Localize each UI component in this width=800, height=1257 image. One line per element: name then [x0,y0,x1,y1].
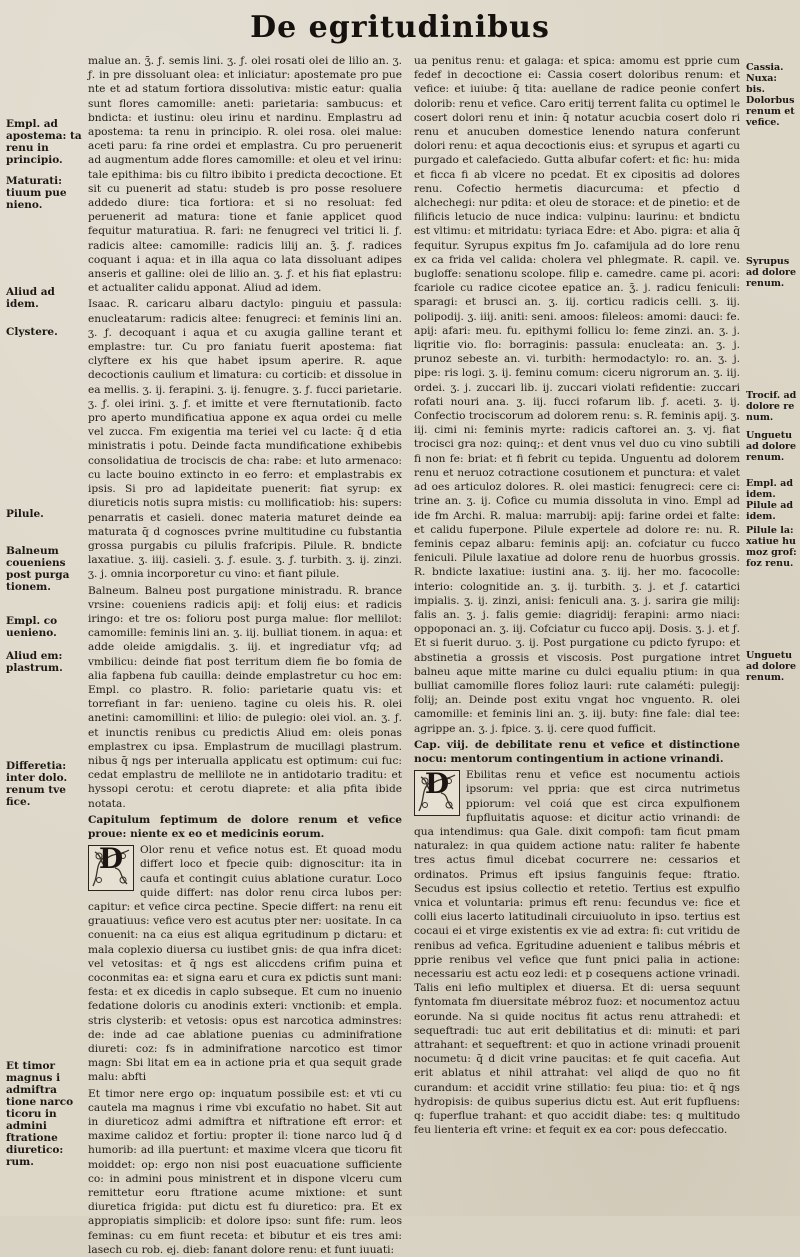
margin-note: Trocif. ad dolore re num. [746,390,797,423]
chapter-heading [414,738,740,766]
initial-letter: D [98,842,124,876]
margin-note: Unguetu ad dolore renum. [746,430,797,463]
margin-note: Pilule. [6,508,44,520]
paragraph-text: Et timor nere ergo op: inquatum possibile est: et vti cu cautela ma magnus i rime vbi excufatio no habet. Sit aut in diureticoz admi admiftra et niftratione eft error: et maxime calidoz et fortiu: propter il: tione narco lud q̄ d humorib: ad illa puertunt: et maxime vlcera que ticoru fit moiddet: op: ergo non nisi post euacuatione sufficiente co: in admini pous ministrent et in dispone vlceru cum remittetur eoru ftratione acume mixtione: et sunt diuretica frigida: put dictu est fu diuretico: pra. Et ex appropiatis simplicib: et dolore ipso: sunt fife: rum. leos feminas: cu em fiunt receta: et bibutur et eis tres ami: lasech cu rob. ej. dieb: fanant dolore renu: et funt iuuati: [88,1087,402,1256]
paragraph-text: ua penitus renu: et galaga: et spica: amomu est pprie cum fedef in decoctione ei: Cassia cosert doloribus renum: et vefice: et iuiube: q̄ tita: auellane de radice peonie confert dolorib: renu et vefice. Caro eritij terrent falita cu optimel le cosert dolori renu et inin: q̄ notatur acucbia cosert dolo ri renu et anucuben domestice lenendo natura conferunt dolori renu: et aqua decoctionis eius: et syrupus et agarti cu purgado et calefaciedo. Gutta albufar cofert: et fic: hu: mida et ficca fi ab vlcere no pcedat. Et ex cipositis ad dolores renu. Cofectio hermetis diacurcuma: et pfectio d alchechegi: nur pdita: et oleu de storace: et de pinetio: et de filificis letucio de nuce indica: vulpinu: laurinu: et bndictu est vltimu: et mitridatu: tyriaca Edre: et Abo. pigra: et alia q̄ fequitur. Syrupus expitus fm Jo. cafamijula ad do lore renu ex ca frida vel calida: cholera vel phlegmate. R. capil. ve. bugloffe: senationu scolope. filip e. camedre. came pi. acori: fcariole cu radice cicotee epatice an. ʒ̄. j. radicu feniculi: sparagi: et brusci an. ʒ. iij. corticu radicis celli. ʒ. iij. polipodij. ʒ. iiij. aniti: seni. amoos: fileleos: amomi: dauci: fe. apij: afari: meu. fu. epithymi follicu lo: feme zinzi. an. ʒ. j. liqritie vio. flo: borraginis: passula: enucleata: an. ʒ. j. prunoz sebeste an. vi. turbith: hermodactylo: ro. an. ʒ. j. pipe: ris logi. ʒ. ij. feminu comum: ciceru nigrorum an. ʒ. iij. ordei. ʒ. j. zuccari lib. ij. zuccari violati refidentie: zuccari rofati nouri ana. ʒ. iij. fucci rofarum lib. ƒ. aceti. ʒ. ij. Confectio trociscorum ad dolorem renu: s. R. feminis apij. ʒ. iij. cimi ni: feminis myrte: radicis caftorei an. ʒ. vj. fiat trocisci gra noz: quinq;: et dent vnus vel duo cu vino subtili fi non fe: briat: et fi febrit cu tepida. Unguentu ad dolorem renu et neruoz cotractione cosutionem et punctura: et valet ad oes articuloz dolores. R. olei mastici: fenugreci: cere ci: trine an. ʒ. ij. Cofice cu mumia dissoluta in vino. Empl ad ide fm Archi. R. malua: marrubij: apij: farine ordei et falte: et calidu fuperpone. Pilule expertele ad dolore re: nu. R. feminis cepaz albaru: feminis apij: an. cofciatur cu fucco feniculi. Pilule laxatiue ad dolore renu de huorbus grossis. R. bndicte laxatiue: iustini ana. ʒ. iij. her mo. facocolle: interio: colognitide an. ʒ. ij. turbith. ʒ. j. et ƒ. catartici impialis. ʒ. ij. zinzi, anisi: feniculi ana. ʒ. j. sarira gie milij: falis an. ʒ. j. falis gemie: diagridij: ferapini: armo niaci: oppoponaci an. ʒ. iij. Cofciatur cu fucco apij. Dosis. ʒ. j. et ƒ. Et si fuerit duruo. ʒ. ij. Post purgatione cu pdicto fyrupo: et abstinetia a grossis et viscosis. Post purgatione intret balneu aque mitte marine cu dulci equaliu ptium: in qua bulliat camomille flores folioz lauri: rute calaméti: pulegij: folij; an. Deinde post exitu vngat hoc vnguento. R. olei camomille: et feminis lini an. ʒ. iij. buty: fine fale: dial tee: agrippe an. ʒ. j. fpice. ʒ. ij. cere quod fufficit. [414,55,741,735]
paragraph-text: Isaac. R. caricaru albaru dactylo: pinguiu et passula: enucleatarum: radicis altee: fenugreci: et feminis lini an. ʒ. ƒ. decoquant i aqua et cu axugia galline terant et emplastre: tur. Cu pro faniatu fuerit apostema: fiat clyftere ex his que habet ipsum aperire. R. aque decoctionis caulium et limatura: cu corticib: et dissolue in ea mellis. ʒ. ij. ferapini. ʒ. ij. fenugre. ʒ. ƒ. fucci parietarie. ʒ. ƒ. olei irini. ʒ. ƒ. et imitte et vere fternutationib. facto pro aperto mundificatiua appone ex aqua ordei cu melle vel zucca. Fm exigentia ma teriei vel cu lacte: q̄ d etia ministratis i potu. Deinde facta mundificatione exhibebis consolidatiua de trociscis de cha: rabe: et luto armenaco: cu lacte bouino extincto in eo ferro: et emplastrabis ex ipsis. Si pro ad lapideitate puenerit: fiat syrup: ex diureticis notis supra mistis: cu mollificatiob: his: supers: penarratis et casieli. donec materia maturet deinde ea maturata q̄ d cognosces pvrine multitudine cu fubstantia grossa purgabis cu pilulis frafcripis. Pilule. R. bndicte laxatiue. ʒ. iiij. casieli. ʒ. ƒ. esule. ʒ. ƒ. turbith. ʒ. ij. zinzi. ʒ. j. omnia incorporetur cu vino: et fiant pilule. [88,298,402,581]
margin-note: Empl. ad apostema: ta renu in principio. [6,118,82,166]
margin-note: Unguetu ad dolore renum. [746,650,797,683]
margin-note: Clystere. [6,326,58,338]
paragraph [414,768,740,1137]
margin-note: Balneum coueniens post purga tionem. [6,545,70,593]
right-column [414,54,740,1204]
paragraph-text: malue an. ʒ̄. ƒ. semis lini. ʒ. ƒ. olei rosati olei de lilio an. ʒ. ƒ. in pre dissoluant olea: et inliciatur: apostemate pro pue nte et ad statum fortiora dissolutiva: mistic eatur: qualia sunt flores camomille: aneti: parietaria: sambucus: et bndicta: et iustinu: oleu irinu et nardinu. Emplastru ad apostema: ta renu in principio. R. olei rosa. olei malue: aceti paru: fa rine ordei et emplastra. Cu pro peruenerit ad augmentum adde flores camomille: et oleu et vel irinu: tale epithima: bis cu filtro ibibito i predicta decoctione. Et sit cu puenerit ad statu: studeb is pro posse resoluere addedo diure: tica fortiora: et si no resoluat: fed peruenerit ad matura: tione et fanie applicet quod fequitur maturatiua. R. fari: ne fenugreci vel tritici li. ƒ. radicis altee: camomille: radicis lilij an. ʒ̄. ƒ. radices coquant i aqua: et in illa aqua co lata dissoluant adipes anseris et galline: olei de lilio an. ʒ. ƒ. et his fiat eplastru: et actualiter calidu apponat. Aliud ad idem. [88,55,402,295]
margin-note: Empl. co uenieno. [6,615,58,639]
paragraph-text: Cap. viij. de debilitate renu et vefice et distinctione nocu: mentorum contingentium in actione vrinandi. [414,738,740,765]
paragraph-text: Balneum. Balneu post purgatione ministradu. R. brance vrsine: coueniens radicis apij: et folij eius: et radicis iringo: et tre os: folioru post purga malue: flor mellilot: camomille: feminis lini an. ʒ. iij. bulliat tionem. in aqua: et adde oleide amigdalis. ʒ. iij. et ingrediatur vfq; ad vmbilicu: deinde fiat post territum diem fie bo fomia de alia fapbena fub cauilla: deinde emplastretur cu hoc em: Empl. co plastro. R. folio: parietarie quatu vis: et torrefiant in far: uenieno. tagine cu oleis his. R. olei anetini: camomillini: et lilio: de pulegio: olei viol. an. ʒ. ƒ. et inunctis renibus cu predictis Aliud em: oleis ponas emplastrex cu ipsa. Emplastrum de mucillagi plastrum. nibus q̄ ngs per interualla applicatu est optimum: cui fuc: cedat emplastru de mellilote ne in antidotario traditu: et hyssopi cerotu: et cerotu diaprete: et alia pfita ibide notata. [88,584,402,810]
margin-note: Pilule la: xatiue hu moz grof: foz renu. [746,525,797,569]
margin-note: Empl. ad idem. [746,478,793,500]
decorated-initial [414,767,460,816]
decorated-initial [88,842,134,891]
paragraph [88,1087,402,1257]
paragraph [88,843,402,1084]
paragraph [88,297,402,581]
left-column [88,54,402,1256]
paragraph-text: Ebilitas renu et vefice est nocumentu actiois ipsorum: vel ppria: que est circa nutrimetus ppiorum: vel coiá que est circa expulfionem fupfluitatis aquose: et dicitur actio vrinandi: de qua intendimus: qua Gale. dixit compofi: tam ficut pmam naturalez: in qua quidem actione natu: raliter fe habente tres actus fimul dicebat cocurrere ne: cessarios et ordinatos. Primus eft ipsius fanguinis feque: ftratio. Secudus est ipsius collectio et retetio. Tertius est expulfio vnica et voluntaria: primus eft renu: fecundus ve: fice et colli eius lacerto latitudinali circuiuoluto in ipso. tertius est cocaui ei et virge existentis ex vie ad extra: fi: cut vritidu de renibus ad vefica. Egritudine aduenient e talibus mébris et pprie renibus vel vefice que funt pnici palia in actione: necessariu est actu eoz ledi: et p cosequens actione vrinadi. Talis eni lefio multiplex et diuersa. Et di: uersa sequunt fyntomata fm diuersitate mébroz fuoz: et nocumentoz actuu eorunde. Na si quide nocitus fit actus renu attrahedi: et sequeftradi: tuc aut erit debilitatius et di: minuti: et pari attrahant: et sequeftrent: et quo in actione vrinadi prouenit nocumetu: q̄ d dicit vrine paucitas: et fe quit cacefia. Aut erit ablatus et nihil attrahat: vel aliqd de quo no fit curandum: et accidit vrine stillatio: feu piua: tio: et q̄ ngs hydropisis: de quibus superius dictu est. Aut erit fupfluens: q: fuperflue trahant: et quo accidit diabe: tes: q multitudo feu lienteria eft vrine: et fequit ex ea cor: pous defeccatio. [414,769,740,1137]
margin-note: Maturati: tiuum pue nieno. [6,175,67,211]
paragraph [414,54,740,736]
page-title: De egritudinibus [250,10,550,45]
margin-note: Pilule ad idem. [746,500,794,522]
chapter-heading [88,813,402,841]
margin-note: Differetia: inter dolo. renum tve fice. [6,760,68,808]
margin-note: Aliud em: plastrum. [6,650,63,674]
margin-note: Cassia. Nuxa: bis. Dolorbus renum et vefice. [746,62,795,128]
paragraph-text: Olor renu et vefice notus est. Et quoad modu differt loco et fpecie quib: dignoscitur: ita in caufa et contingit cuius ablatione curatur. Loco quide differt: nas dolor renu circa lubos per: capitur: et vefice circa pectine. Specie differt: na renu eit grauatiuus: vefice vero est acutus pter ner: uositate. In ca conuenit: na ca eius est aliqua egritudinum p dictaru: et mala coplexio diuersa cu iustibet gnis: de qua infra dicet: vel vetositas: et q̄ ngs est aliccdens crifim puina et coconmitas ea: et signa earu et cura ex pdictis sunt mani: festa: et ex dicedis in caplo subseque. Et cum no inuenio fedatione doloris cu anodinis exteri: vnctionib: et empla. stris clysterib: et vetosis: opus est narcotica adminstres: de: inde ad cae ablatione puenias cu adminifratione diureti: coz: fs in adminifratione narcotico est timor magn: Sbi litat em ea in actione pria et qua sequit grade malu: abfti [88,844,402,1084]
initial-letter: D [424,767,450,801]
margin-note: Syrupus ad dolore renum. [746,256,797,289]
paragraph [88,584,402,811]
margin-note: Et timor magnus i admiftra tione narco ticoru in admini ftratione diuretico: rum. [6,1060,74,1168]
paragraph-text: Capitulum feptimum de dolore renum et vefice proue: niente ex eo et medicinis eorum. [88,813,402,840]
margin-note: Aliud ad idem. [6,286,55,310]
running-head [0,10,800,45]
paragraph [88,54,402,295]
